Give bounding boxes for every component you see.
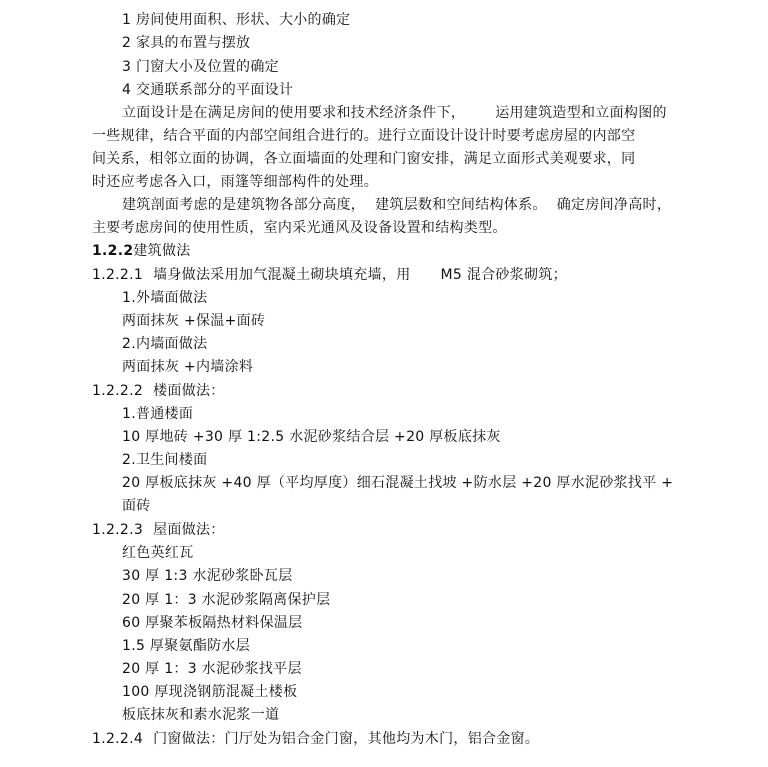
- list-item: 3 门窗大小及位置的确定: [122, 59, 279, 75]
- list-item: 2 家具的布置与摆放: [122, 35, 251, 51]
- list-item: 1 房间使用面积、形状、大小的确定: [122, 12, 351, 28]
- list-item: 30 厚 1:3 水泥砂浆卧瓦层: [122, 568, 293, 584]
- list-item: 面砖: [122, 498, 151, 514]
- list-item: 20 厚 1：3 水泥砂浆隔离保护层: [122, 592, 331, 608]
- list-item: 两面抹灰 +保温+面砖: [122, 313, 266, 329]
- list-item: 20 厚 1：3 水泥砂浆找平层: [122, 661, 302, 677]
- list-item: 红色英红瓦: [122, 545, 194, 561]
- paragraph-line: 主要考虑房间的使用性质，室内采光通风及设备设置和结构类型。: [92, 220, 507, 236]
- subsection-heading: 1.2.2.2 楼面做法：: [92, 383, 225, 399]
- paragraph-line: 间关系，相邻立面的协调，各立面墙面的处理和门窗安排，满足立面形式美观要求，同: [92, 151, 636, 167]
- list-item: 1.5 厚聚氨酯防水层: [122, 638, 251, 654]
- list-item: 10 厚地砖 +30 厚 1:2.5 水泥砂浆结合层 +20 厚板底抹灰: [122, 429, 501, 445]
- list-item: 板底抹灰和素水泥浆一道: [122, 707, 280, 723]
- list-item: 20 厚板底抹灰 +40 厚（平均厚度）细石混凝土找坡 +防水层 +20 厚水泥砂浆找平 +: [122, 475, 674, 491]
- list-item: 4 交通联系部分的平面设计: [122, 82, 294, 98]
- list-item: 100 厚现浇钢筋混凝土楼板: [122, 684, 298, 700]
- paragraph-line: 立面设计是在满足房间的使用要求和技术经济条件下， 运用建筑造型和立面构图的: [122, 105, 667, 121]
- section-heading: 1.2.2建筑做法: [92, 243, 191, 259]
- list-item: 两面抹灰 +内墙涂料: [122, 359, 254, 375]
- list-item: 60 厚聚苯板隔热材料保温层: [122, 615, 303, 631]
- paragraph-line: 一些规律，结合平面的内部空间组合进行的。进行立面设计设计时要考虑房屋的内部空: [92, 128, 636, 144]
- subsection-heading: 1.2.2.1 墙身做法采用加气混凝土砌块填充墙，用 M5 混合砂浆砌筑；: [92, 267, 567, 283]
- list-item: 1.外墙面做法: [122, 290, 208, 306]
- list-item: 2.卫生间楼面: [122, 452, 208, 468]
- list-item: 1.普通楼面: [122, 406, 194, 422]
- subsection-heading: 1.2.2.4 门窗做法：门厅处为铝合金门窗，其他均为木门，铝合金窗。: [92, 731, 540, 747]
- paragraph-line: 时还应考虑各入口，雨篷等细部构件的处理。: [92, 174, 378, 190]
- list-item: 2.内墙面做法: [122, 336, 208, 352]
- paragraph-line: 建筑剖面考虑的是建筑物各部分高度， 建筑层数和空间结构体系。 确定房间净高时，: [122, 197, 672, 213]
- subsection-heading: 1.2.2.3 屋面做法：: [92, 522, 225, 538]
